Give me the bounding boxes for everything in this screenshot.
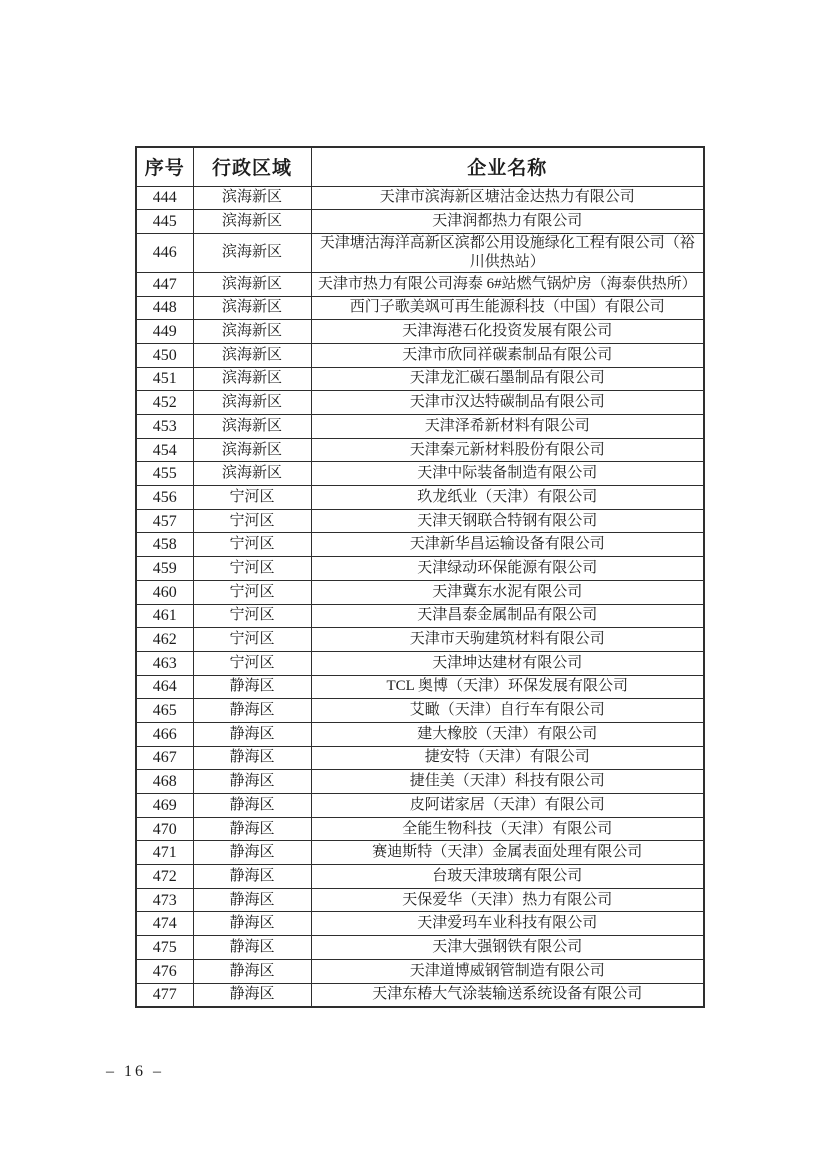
table-row — [136, 272, 704, 296]
row-company: 天津市天驹建筑材料有限公司 — [311, 628, 704, 652]
row-company: 天津绿动环保能源有限公司 — [311, 557, 704, 581]
row-seq: 457 — [136, 509, 193, 533]
table-row — [136, 959, 704, 983]
row-company: 天津大强钢铁有限公司 — [311, 936, 704, 960]
row-region: 静海区 — [193, 865, 311, 889]
row-seq: 461 — [136, 604, 193, 628]
row-company: 天津海港石化投资发展有限公司 — [311, 320, 704, 344]
row-region: 静海区 — [193, 699, 311, 723]
row-company: 天津中际装备制造有限公司 — [311, 462, 704, 486]
table-row — [136, 533, 704, 557]
row-region: 滨海新区 — [193, 391, 311, 415]
table-row — [136, 770, 704, 794]
row-region: 滨海新区 — [193, 438, 311, 462]
row-company: 天津塘沽海洋高新区滨都公用设施绿化工程有限公司（裕川供热站） — [311, 233, 704, 272]
table-row — [136, 817, 704, 841]
table-row — [136, 210, 704, 234]
row-seq: 453 — [136, 415, 193, 439]
row-company: 天津市汉达特碳制品有限公司 — [311, 391, 704, 415]
row-company: 天津润都热力有限公司 — [311, 210, 704, 234]
column-header-company: 企业名称 — [311, 147, 704, 186]
company-table — [135, 146, 705, 1008]
row-region: 滨海新区 — [193, 415, 311, 439]
row-seq: 466 — [136, 722, 193, 746]
table-header-row — [136, 147, 704, 186]
row-region: 静海区 — [193, 888, 311, 912]
table-row — [136, 486, 704, 510]
row-seq: 448 — [136, 296, 193, 320]
row-seq: 476 — [136, 959, 193, 983]
row-region: 静海区 — [193, 936, 311, 960]
table-body — [136, 186, 704, 1007]
row-seq: 459 — [136, 557, 193, 581]
row-region: 滨海新区 — [193, 296, 311, 320]
row-company: 玖龙纸业（天津）有限公司 — [311, 486, 704, 510]
row-seq: 463 — [136, 651, 193, 675]
row-company: 天津龙汇碳石墨制品有限公司 — [311, 367, 704, 391]
table-row — [136, 343, 704, 367]
table-row — [136, 794, 704, 818]
row-company: 台玻天津玻璃有限公司 — [311, 865, 704, 889]
table-row — [136, 462, 704, 486]
row-company: 捷佳美（天津）科技有限公司 — [311, 770, 704, 794]
row-company: 天津泽希新材料有限公司 — [311, 415, 704, 439]
row-seq: 472 — [136, 865, 193, 889]
row-seq: 450 — [136, 343, 193, 367]
row-seq: 446 — [136, 233, 193, 272]
row-region: 宁河区 — [193, 557, 311, 581]
row-company: 全能生物科技（天津）有限公司 — [311, 817, 704, 841]
table-row — [136, 841, 704, 865]
row-seq: 456 — [136, 486, 193, 510]
row-company: 天津市热力有限公司海泰 6#站燃气锅炉房（海泰供热所） — [311, 272, 704, 296]
row-region: 静海区 — [193, 959, 311, 983]
row-seq: 449 — [136, 320, 193, 344]
row-seq: 444 — [136, 186, 193, 210]
row-company: 天津东椿大气涂装输送系统设备有限公司 — [311, 983, 704, 1007]
row-company: 建大橡胶（天津）有限公司 — [311, 722, 704, 746]
table-row — [136, 391, 704, 415]
row-seq: 451 — [136, 367, 193, 391]
row-region: 滨海新区 — [193, 272, 311, 296]
row-company: 天保爱华（天津）热力有限公司 — [311, 888, 704, 912]
row-region: 滨海新区 — [193, 186, 311, 210]
row-region: 滨海新区 — [193, 320, 311, 344]
column-header-seq: 序号 — [136, 147, 193, 186]
table-row — [136, 320, 704, 344]
table-row — [136, 746, 704, 770]
row-company: 天津昌泰金属制品有限公司 — [311, 604, 704, 628]
row-seq: 471 — [136, 841, 193, 865]
row-seq: 465 — [136, 699, 193, 723]
row-seq: 447 — [136, 272, 193, 296]
table-row — [136, 233, 704, 272]
row-region: 宁河区 — [193, 628, 311, 652]
table-row — [136, 651, 704, 675]
table-row — [136, 296, 704, 320]
table-row — [136, 367, 704, 391]
page-number: – 16 – — [106, 1063, 164, 1080]
row-seq: 468 — [136, 770, 193, 794]
row-company: 天津爱玛车业科技有限公司 — [311, 912, 704, 936]
row-seq: 469 — [136, 794, 193, 818]
row-region: 宁河区 — [193, 580, 311, 604]
row-company: 皮阿诺家居（天津）有限公司 — [311, 794, 704, 818]
row-company: 天津冀东水泥有限公司 — [311, 580, 704, 604]
row-seq: 445 — [136, 210, 193, 234]
row-seq: 474 — [136, 912, 193, 936]
row-seq: 470 — [136, 817, 193, 841]
row-region: 宁河区 — [193, 604, 311, 628]
table-row — [136, 415, 704, 439]
row-seq: 462 — [136, 628, 193, 652]
row-region: 滨海新区 — [193, 462, 311, 486]
column-header-region: 行政区域 — [193, 147, 311, 186]
table-row — [136, 557, 704, 581]
table-row — [136, 888, 704, 912]
row-company: 艾瞰（天津）自行车有限公司 — [311, 699, 704, 723]
row-region: 宁河区 — [193, 509, 311, 533]
table-row — [136, 722, 704, 746]
row-region: 静海区 — [193, 722, 311, 746]
row-region: 滨海新区 — [193, 367, 311, 391]
row-region: 静海区 — [193, 770, 311, 794]
row-seq: 458 — [136, 533, 193, 557]
table-row — [136, 865, 704, 889]
table-row — [136, 628, 704, 652]
row-seq: 464 — [136, 675, 193, 699]
table-row — [136, 912, 704, 936]
row-seq: 460 — [136, 580, 193, 604]
row-seq: 454 — [136, 438, 193, 462]
row-company: 天津市滨海新区塘沽金达热力有限公司 — [311, 186, 704, 210]
table-row — [136, 936, 704, 960]
row-seq: 455 — [136, 462, 193, 486]
row-company: 天津天钢联合特钢有限公司 — [311, 509, 704, 533]
row-company: 天津道博威钢管制造有限公司 — [311, 959, 704, 983]
row-region: 滨海新区 — [193, 343, 311, 367]
row-company: 天津坤达建材有限公司 — [311, 651, 704, 675]
row-region: 静海区 — [193, 817, 311, 841]
row-region: 宁河区 — [193, 533, 311, 557]
table-row — [136, 675, 704, 699]
row-company: 天津新华昌运输设备有限公司 — [311, 533, 704, 557]
row-company: TCL 奥博（天津）环保发展有限公司 — [311, 675, 704, 699]
row-region: 静海区 — [193, 746, 311, 770]
table-row — [136, 604, 704, 628]
row-company: 西门子歌美飒可再生能源科技（中国）有限公司 — [311, 296, 704, 320]
row-company: 天津市欣同祥碳素制品有限公司 — [311, 343, 704, 367]
row-region: 滨海新区 — [193, 210, 311, 234]
row-region: 宁河区 — [193, 651, 311, 675]
row-seq: 452 — [136, 391, 193, 415]
row-company: 赛迪斯特（天津）金属表面处理有限公司 — [311, 841, 704, 865]
row-region: 静海区 — [193, 794, 311, 818]
row-region: 静海区 — [193, 983, 311, 1007]
table-row — [136, 699, 704, 723]
row-region: 静海区 — [193, 912, 311, 936]
row-company: 捷安特（天津）有限公司 — [311, 746, 704, 770]
table-row — [136, 580, 704, 604]
table-row — [136, 438, 704, 462]
row-region: 静海区 — [193, 841, 311, 865]
table-row — [136, 186, 704, 210]
row-seq: 475 — [136, 936, 193, 960]
row-region: 静海区 — [193, 675, 311, 699]
table-row — [136, 983, 704, 1007]
table-row — [136, 509, 704, 533]
row-region: 滨海新区 — [193, 233, 311, 272]
row-seq: 467 — [136, 746, 193, 770]
row-seq: 473 — [136, 888, 193, 912]
row-company: 天津秦元新材料股份有限公司 — [311, 438, 704, 462]
row-seq: 477 — [136, 983, 193, 1007]
row-region: 宁河区 — [193, 486, 311, 510]
